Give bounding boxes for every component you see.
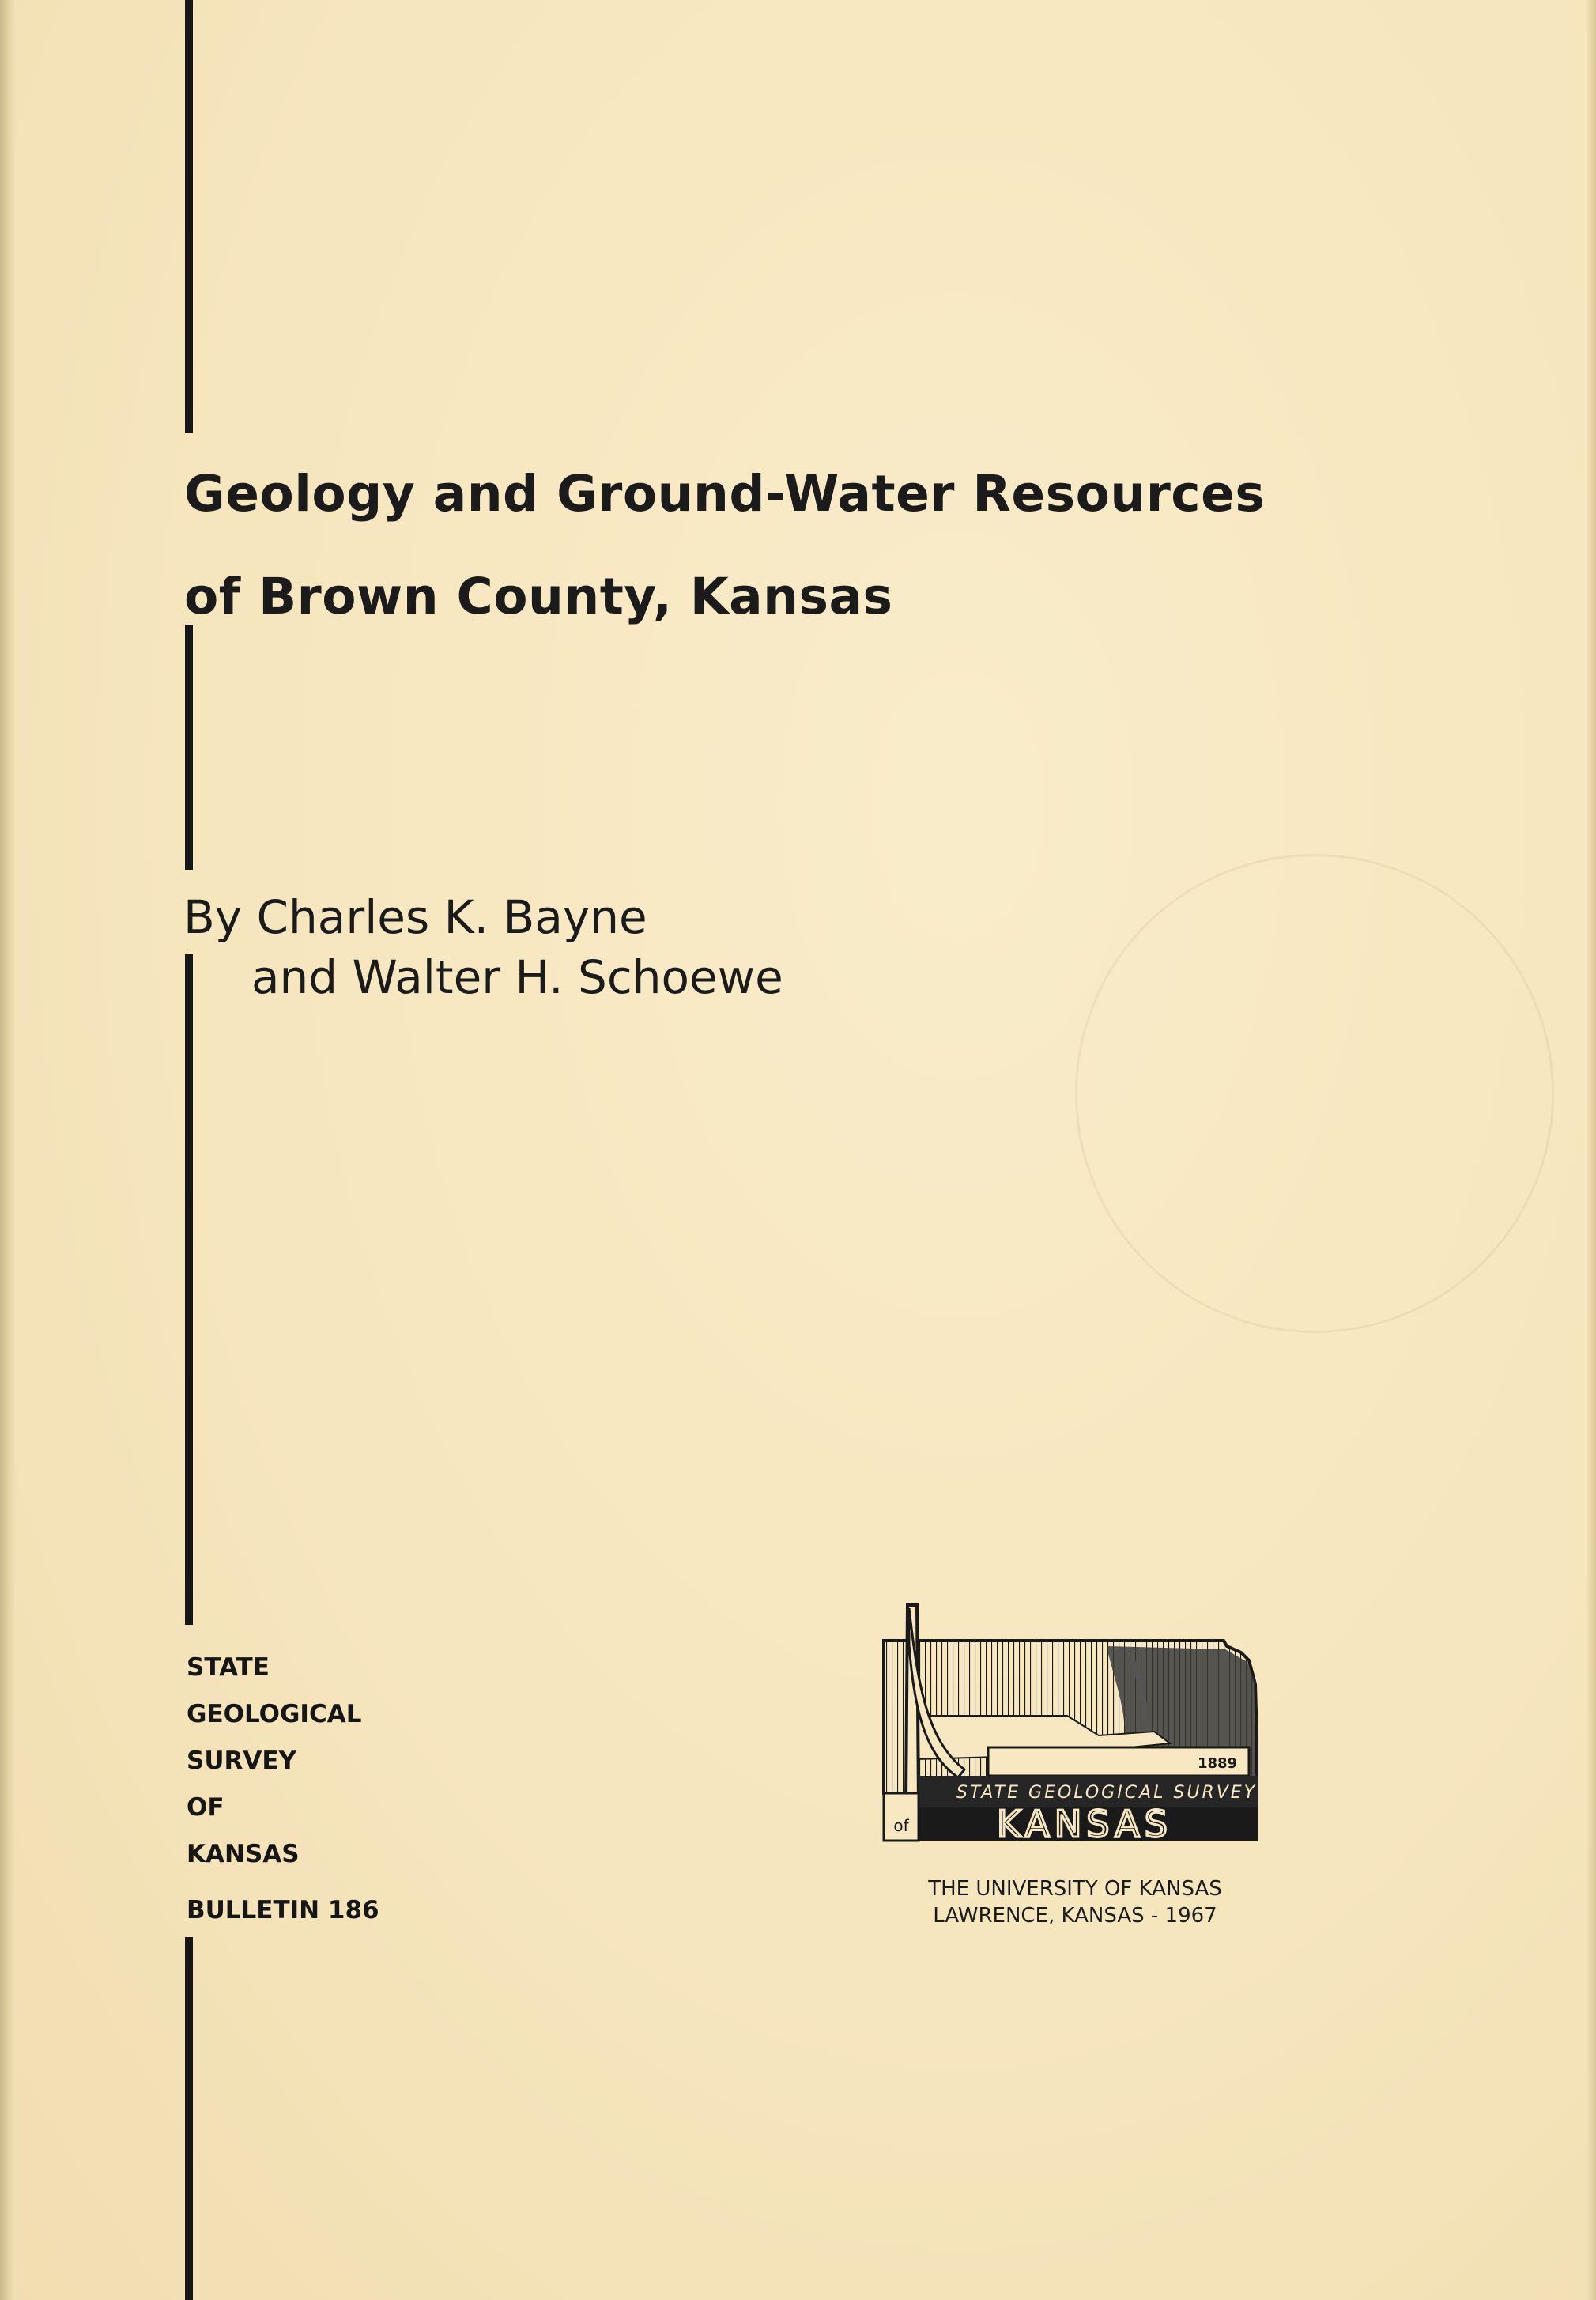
seal-kansas: KANSAS [997, 1803, 1172, 1842]
author-line-1: By Charles K. Bayne [183, 890, 647, 944]
publisher-imprint [854, 1875, 1296, 1929]
imprint-line-1: THE UNIVERSITY OF KANSAS [928, 1877, 1222, 1901]
faint-stamp-mark [1075, 854, 1554, 1333]
imprint-line-2: LAWRENCE, KANSAS - 1967 [933, 1904, 1217, 1928]
vertical-rule-segment [185, 0, 193, 433]
paper-left-edge [0, 0, 16, 2300]
bulletin-number: BULLETIN 186 [187, 1896, 379, 1924]
agency-line-survey: SURVEY [187, 1747, 296, 1775]
seal-year: 1889 [1197, 1755, 1238, 1772]
title-line-2: of Brown County, Kansas [184, 568, 893, 625]
seal-of: of [893, 1816, 909, 1835]
seal-arc-text: STATE GEOLOGICAL SURVEY [956, 1783, 1258, 1803]
vertical-rule-segment [185, 954, 193, 1625]
agency-line-geological: GEOLOGICAL [187, 1700, 362, 1728]
author-line-2: and Walter H. Schoewe [251, 950, 783, 1004]
agency-line-kansas: KANSAS [187, 1840, 300, 1868]
agency-block [187, 1645, 361, 1878]
vertical-rule-segment [185, 1937, 193, 2300]
document-title [184, 443, 1265, 648]
agency-line-state: STATE [187, 1653, 270, 1682]
title-line-1: Geology and Ground-Water Resources [184, 465, 1266, 523]
author-block [183, 887, 783, 1007]
vertical-rule-segment [185, 625, 193, 870]
paper-right-edge [1587, 0, 1596, 2300]
survey-seal-logo [870, 1597, 1281, 1842]
agency-line-of: OF [187, 1793, 224, 1822]
